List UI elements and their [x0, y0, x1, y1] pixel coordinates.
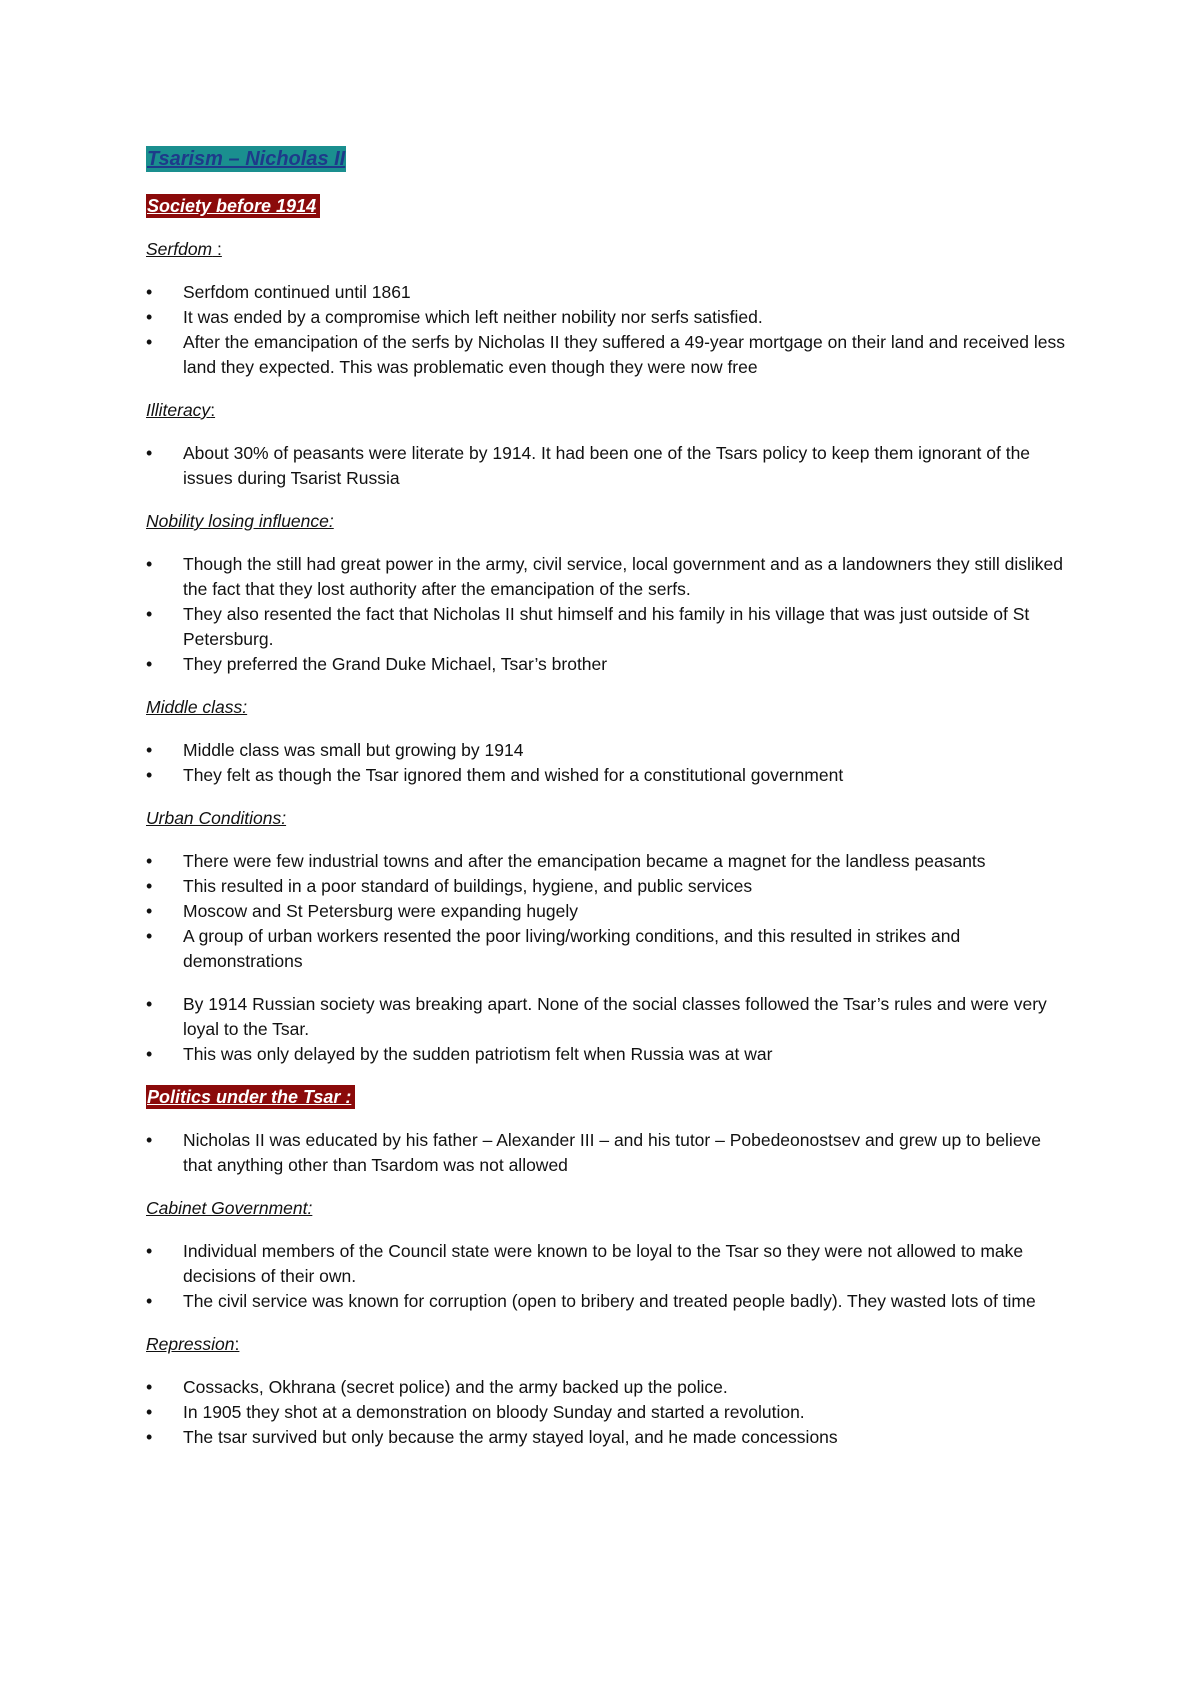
document-title: Tsarism – Nicholas II [147, 148, 346, 170]
list-item: • They also resented the fact that Nicholas II shut himself and his family in his village that was just outside of St Petersburg. [146, 602, 1066, 652]
list-item: • Cossacks, Okhrana (secret police) and the army backed up the police. [146, 1375, 1066, 1400]
section-heading-politics: Politics under the Tsar : [146, 1085, 355, 1109]
list-item: • In 1905 they shot at a demonstration on bloody Sunday and started a revolution. [146, 1400, 1066, 1425]
subheading-cabinet-government: Cabinet Government: [146, 1198, 313, 1218]
section-heading-society: Society before 1914 [146, 194, 320, 218]
list-item: • They preferred the Grand Duke Michael, Tsar’s brother [146, 652, 1066, 677]
list-item: • This resulted in a poor standard of buildings, hygiene, and public services [146, 874, 1066, 899]
list-item: • This was only delayed by the sudden patriotism felt when Russia was at war [146, 1042, 1066, 1067]
subheading-repression: Repression: [146, 1334, 240, 1354]
illiteracy-list [146, 441, 1066, 491]
list-item: • There were few industrial towns and after the emancipation became a magnet for the landless peasants [146, 849, 1066, 874]
list-item: • Individual members of the Council state were known to be loyal to the Tsar so they were not allowed to make decisions of their own. [146, 1239, 1066, 1289]
list-item: • Nicholas II was educated by his father – Alexander III – and his tutor – Pobedeonostsev and grew up to believe that anything other than Tsardom was not allowed [146, 1128, 1066, 1178]
repression-list [146, 1375, 1066, 1450]
urban-conditions-list [146, 849, 1066, 974]
list-item: • The civil service was known for corruption (open to bribery and treated people badly). They wasted lots of time [146, 1289, 1066, 1314]
list-item: • After the emancipation of the serfs by Nicholas II they suffered a 49-year mortgage on their land and received less land they expected. This was problematic even though they were now free [146, 330, 1066, 380]
list-item: • They felt as though the Tsar ignored them and wished for a constitutional government [146, 763, 1066, 788]
list-item: • Though the still had great power in the army, civil service, local government and as a landowners they still disliked the fact that they lost authority after the emancipation of the serfs. [146, 552, 1066, 602]
list-item: • Moscow and St Petersburg were expanding hugely [146, 899, 1066, 924]
list-item: • Middle class was small but growing by 1914 [146, 738, 1066, 763]
list-item: • By 1914 Russian society was breaking apart. None of the social classes followed the Tsar’s rules and were very loyal to the Tsar. [146, 992, 1066, 1042]
subheading-serfdom: Serfdom : [146, 239, 222, 259]
subheading-nobility: Nobility losing influence: [146, 511, 334, 531]
list-item: • Serfdom continued until 1861 [146, 280, 1066, 305]
nobility-list [146, 552, 1066, 677]
subheading-illiteracy: Illiteracy: [146, 400, 216, 420]
list-item: • About 30% of peasants were literate by 1914. It had been one of the Tsars policy to keep them ignorant of the issues during Tsarist Russia [146, 441, 1066, 491]
subheading-urban-conditions: Urban Conditions: [146, 808, 287, 828]
middle-class-list [146, 738, 1066, 788]
list-item: • The tsar survived but only because the army stayed loyal, and he made concessions [146, 1425, 1066, 1450]
list-item: • A group of urban workers resented the poor living/working conditions, and this resulted in strikes and demonstrations [146, 924, 1066, 974]
document-body [146, 146, 1066, 1450]
politics-intro-list [146, 1128, 1066, 1178]
serfdom-list [146, 280, 1066, 380]
subheading-middle-class: Middle class: [146, 697, 248, 717]
society-summary-list [146, 992, 1066, 1067]
cabinet-government-list [146, 1239, 1066, 1314]
list-item: • It was ended by a compromise which left neither nobility nor serfs satisfied. [146, 305, 1066, 330]
